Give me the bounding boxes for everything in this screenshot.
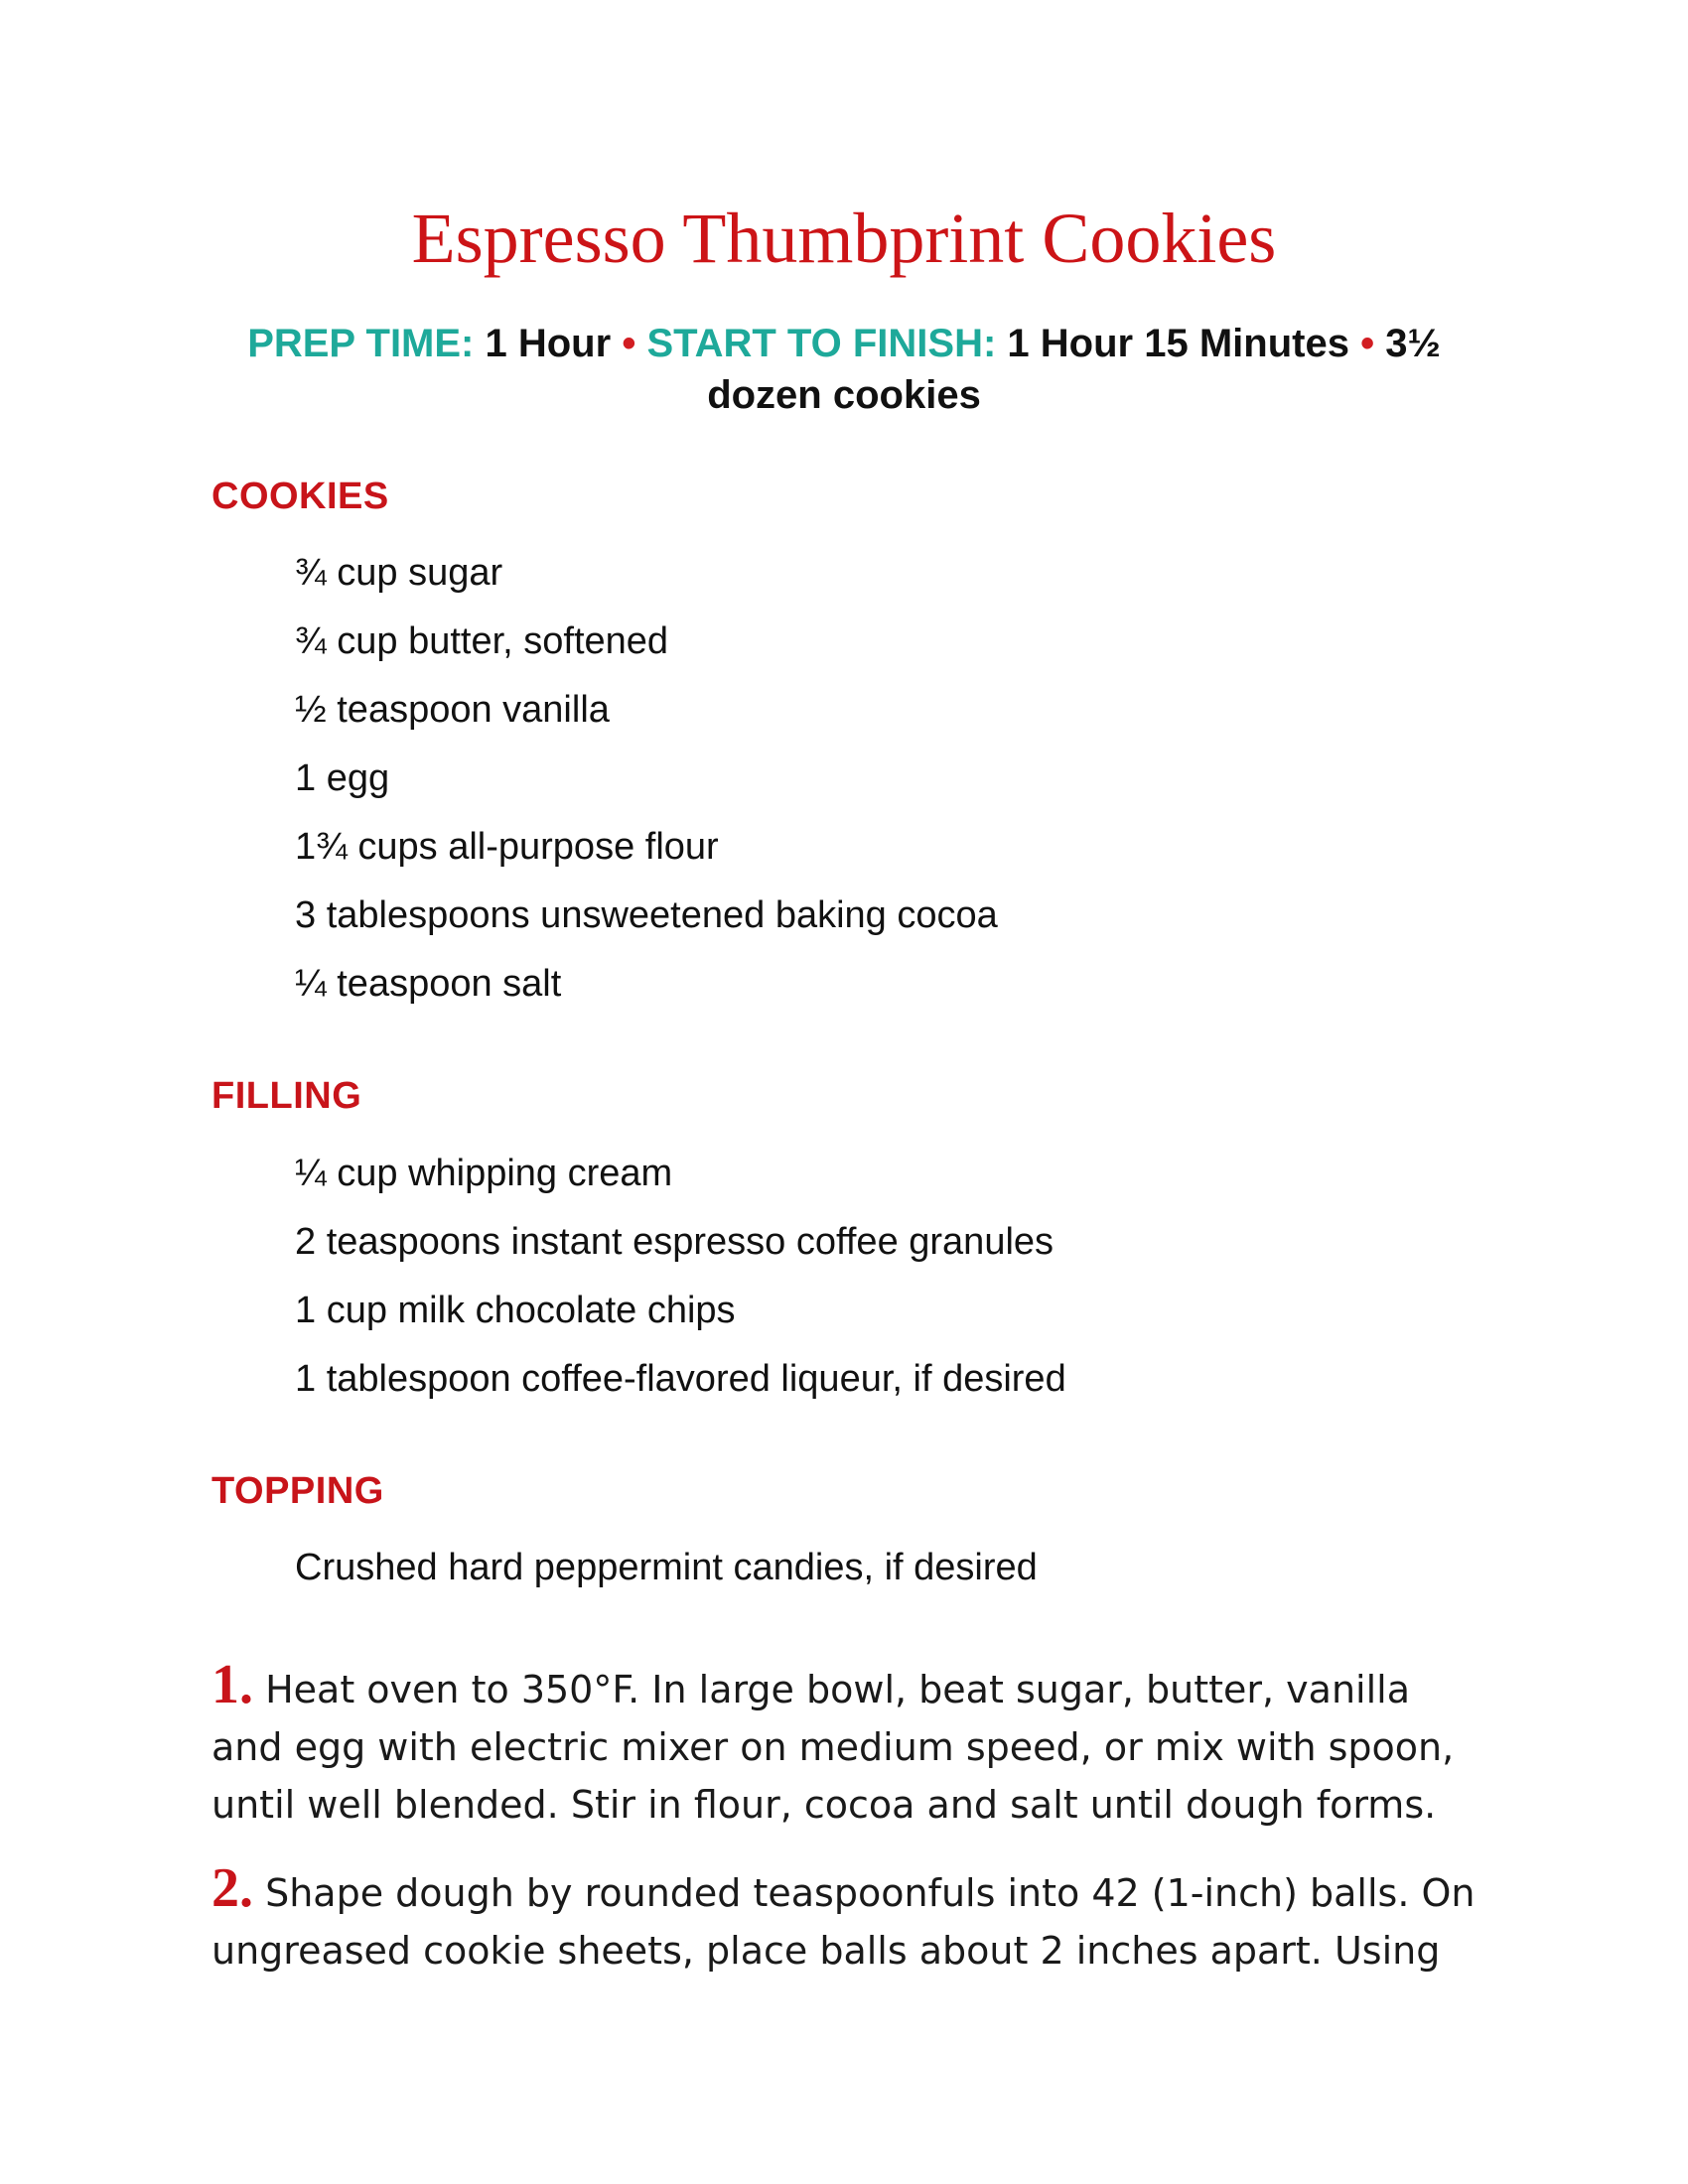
ingredient-item: Crushed hard peppermint candies, if desired	[295, 1547, 1038, 1588]
ingredient-item: 1 cup milk chocolate chips	[295, 1290, 736, 1331]
filling-ingredient-list	[295, 1152, 1066, 1426]
recipe-title: Espresso Thumbprint Cookies	[411, 199, 1277, 278]
start-to-finish-value: 1 Hour 15 Minutes	[1007, 322, 1349, 365]
ingredient-item: ¾ cup sugar	[295, 552, 503, 594]
recipe-steps	[211, 1656, 1492, 2005]
step-1	[211, 1656, 1492, 1834]
start-to-finish-label: START TO FINISH:	[646, 322, 997, 365]
recipe-meta	[199, 318, 1489, 421]
step-text: Shape dough by rounded teaspoonfuls into 42 (1-inch) balls. On ungreased cookie sheets, place balls about 2 inches apart. Using	[211, 1871, 1476, 1973]
bullet-separator: •	[622, 322, 636, 365]
prep-time-label: PREP TIME:	[247, 322, 475, 365]
step-number: 2.	[211, 1857, 253, 1919]
ingredient-item: ½ teaspoon vanilla	[295, 689, 610, 731]
ingredient-item: 2 teaspoons instant espresso coffee granules	[295, 1221, 1055, 1263]
ingredient-item: ¼ teaspoon salt	[295, 963, 562, 1005]
ingredient-item: 1 tablespoon coffee-flavored liqueur, if desired	[295, 1358, 1066, 1400]
bullet-separator: •	[1360, 322, 1375, 365]
ingredient-item: ¾ cup butter, softened	[295, 620, 669, 662]
ingredient-item: 1 egg	[295, 757, 390, 799]
cookies-ingredient-list	[295, 551, 998, 1030]
step-text: Heat oven to 350°F. In large bowl, beat sugar, butter, vanilla and egg with electric mixer on medium speed, or mix with spoon, until well blended. Stir in flour, cocoa and salt until dough forms.	[211, 1668, 1455, 1827]
step-number: 1.	[211, 1654, 253, 1715]
filling-heading: FILLING	[211, 1075, 362, 1117]
cookies-heading: COOKIES	[211, 476, 389, 517]
topping-ingredient-list	[295, 1546, 1038, 1614]
recipe-yield: 3½ dozen cookies	[707, 322, 1441, 417]
topping-heading: TOPPING	[211, 1470, 384, 1512]
ingredient-item: ¼ cup whipping cream	[295, 1153, 673, 1194]
prep-time-value: 1 Hour	[485, 322, 612, 365]
ingredient-item: 1¾ cups all-purpose flour	[295, 826, 719, 868]
ingredient-item: 3 tablespoons unsweetened baking cocoa	[295, 894, 998, 936]
step-2	[211, 1859, 1492, 1979]
